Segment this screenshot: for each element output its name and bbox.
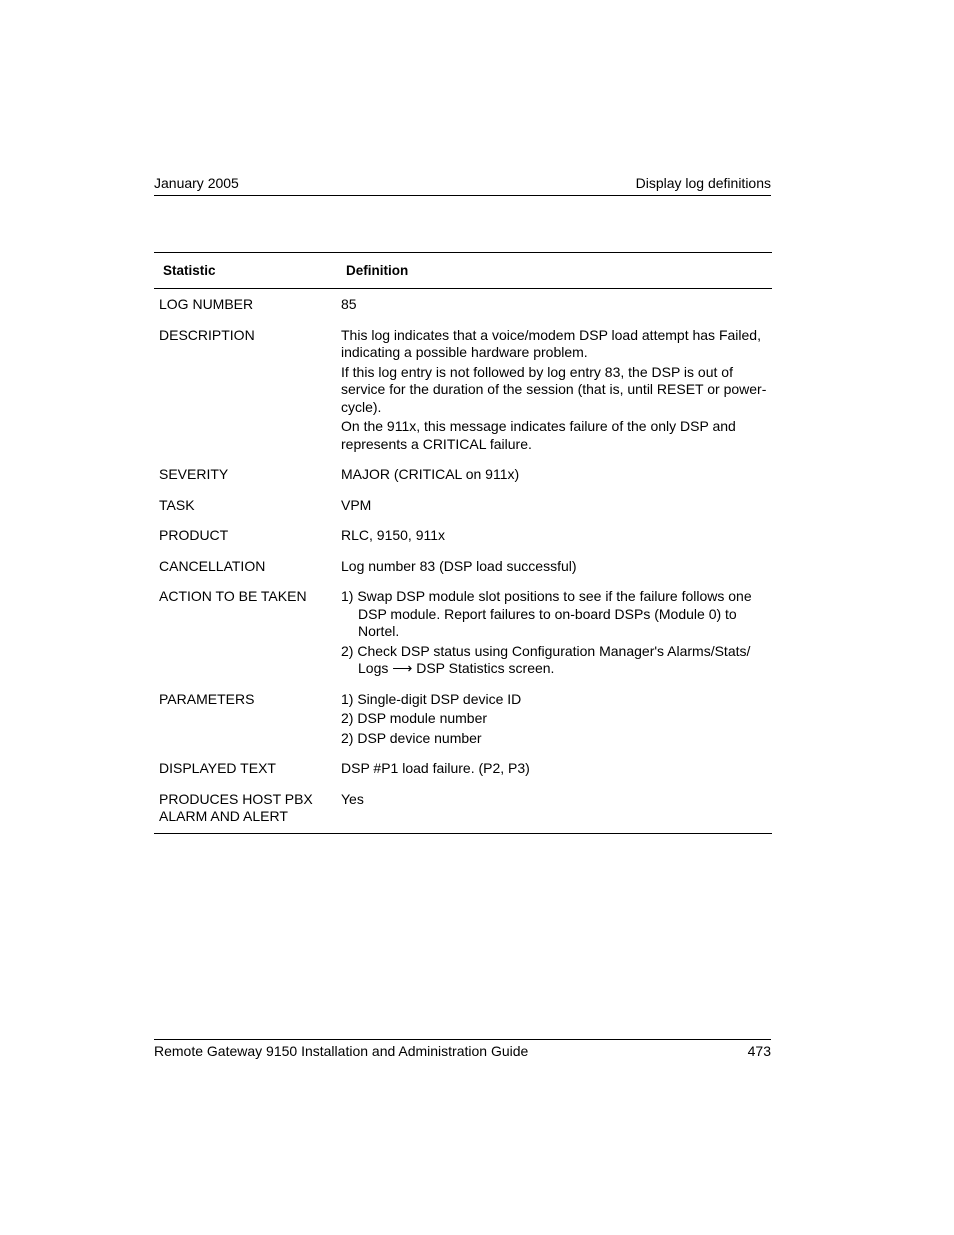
definition-text: 85 [341, 296, 357, 312]
definition-text: Yes [341, 790, 364, 807]
row-definition [341, 497, 771, 515]
definition-text: RLC, 9150, 911x [341, 527, 446, 543]
definition-text: Log number 83 (DSP load successful) [341, 557, 577, 574]
action-step: 2) Check DSP status using Configuration Manager's Alarms/Stats/ Logs ⟶ DSP Statistics screen. [341, 642, 751, 676]
log-definition-table [154, 252, 772, 834]
row-definition [341, 760, 771, 778]
parameter-item: 2) DSP module number [341, 710, 488, 726]
header-date: January 2005 [154, 175, 239, 191]
table-header [154, 253, 772, 289]
header-section-title: Display log definitions [635, 175, 771, 191]
column-header-statistic: Statistic [163, 263, 216, 278]
table-row [154, 686, 772, 756]
footer-document-title: Remote Gateway 9150 Installation and Administration Guide [154, 1043, 529, 1059]
table-row [154, 289, 772, 322]
row-statistic: PRODUCES HOST PBX ALARM AND ALERT [159, 790, 313, 824]
table-row [154, 553, 772, 584]
table-row [154, 755, 772, 786]
page-number: 473 [747, 1043, 771, 1059]
row-statistic: DISPLAYED TEXT [159, 760, 276, 776]
parameter-item: 1) Single-digit DSP device ID [341, 690, 522, 707]
parameter-item: 2) DSP device number [341, 729, 482, 746]
definition-text: On the 911x, this message indicates failure of the only DSP and represents a CRITICAL failure. [341, 418, 736, 452]
row-statistic: LOG NUMBER [159, 296, 254, 312]
row-definition [341, 296, 771, 314]
column-header-definition: Definition [346, 263, 409, 278]
row-definition [341, 327, 771, 454]
row-definition [341, 588, 771, 678]
row-definition [341, 527, 771, 545]
table-row [154, 492, 772, 523]
row-definition [341, 791, 771, 825]
action-step: 1) Swap DSP module slot positions to see if the failure follows one DSP module. Report failures to on-board DSPs (Module 0) to Nortel. [341, 588, 752, 639]
definition-text: VPM [341, 496, 372, 513]
table-row [154, 461, 772, 492]
row-statistic: TASK [159, 496, 195, 513]
row-statistic: PRODUCT [159, 527, 229, 543]
row-definition [341, 558, 771, 576]
page-header [154, 175, 771, 196]
row-definition [341, 691, 771, 748]
table-row [154, 322, 772, 462]
definition-text: MAJOR (CRITICAL on 911x) [341, 466, 520, 482]
row-statistic: PARAMETERS [159, 690, 255, 707]
row-statistic: SEVERITY [159, 466, 229, 482]
page-footer [154, 1039, 771, 1059]
row-statistic: CANCELLATION [159, 557, 266, 574]
definition-text: If this log entry is not followed by log entry 83, the DSP is out of service for the duration of the session (that is, until RESET or power-cycle). [341, 363, 767, 415]
table-body [154, 289, 772, 833]
definition-text: DSP #P1 load failure. (P2, P3) [341, 760, 530, 776]
row-definition [341, 466, 771, 484]
row-statistic: ACTION TO BE TAKEN [159, 588, 307, 604]
definition-text: This log indicates that a voice/modem DSP load attempt has Failed, indicating a possible hardware problem. [341, 326, 761, 360]
row-statistic: DESCRIPTION [159, 326, 255, 343]
table-row [154, 583, 772, 686]
table-row [154, 522, 772, 553]
table-row [154, 786, 772, 833]
